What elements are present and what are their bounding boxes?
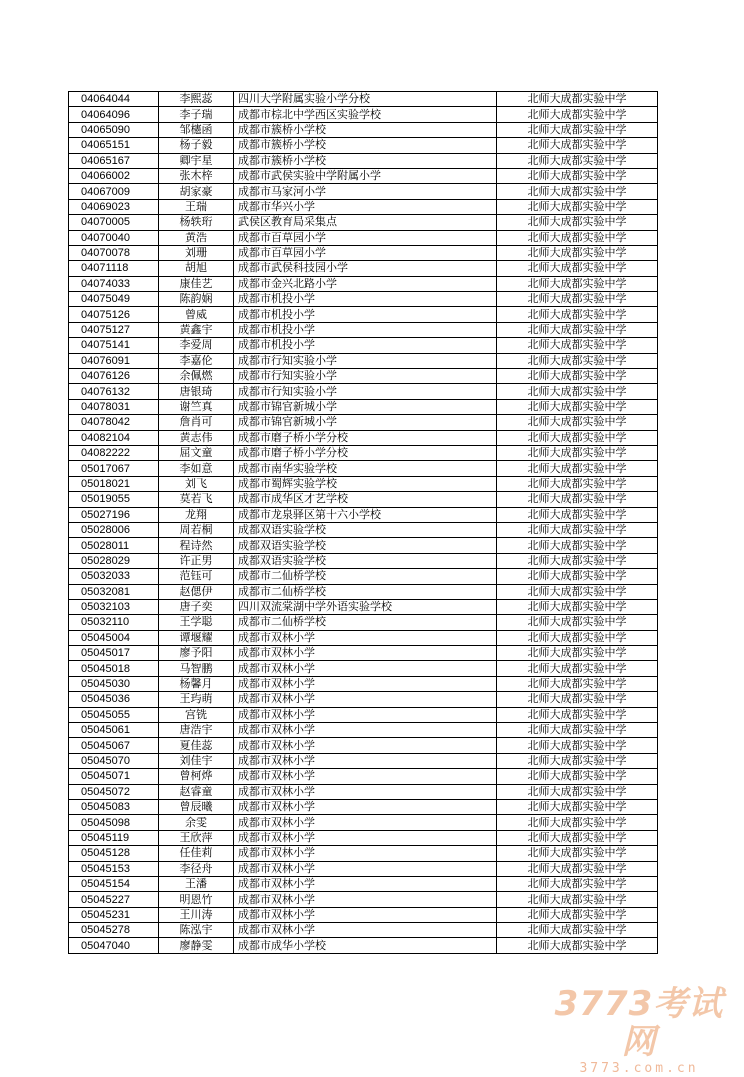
- student-name-cell: 刘飞: [159, 476, 234, 491]
- student-name-cell: 邹櫶函: [159, 122, 234, 137]
- target-school-cell: 北师大成都实验中学: [497, 569, 658, 584]
- student-name-cell: 胡旭: [159, 261, 234, 276]
- school-cell: 成都市双林小学: [234, 799, 497, 814]
- target-school-cell: 北师大成都实验中学: [497, 599, 658, 614]
- table-row: [69, 138, 658, 153]
- student-id-cell: 05045128: [69, 846, 159, 861]
- student-name-cell: 李熙蕊: [159, 92, 234, 107]
- table-row: [69, 784, 658, 799]
- table-row: [69, 938, 658, 953]
- table-row: [69, 676, 658, 691]
- target-school-cell: 北师大成都实验中学: [497, 184, 658, 199]
- target-school-cell: 北师大成都实验中学: [497, 199, 658, 214]
- student-id-cell: 04078042: [69, 415, 159, 430]
- table-row: [69, 153, 658, 168]
- student-name-cell: 刘珊: [159, 245, 234, 260]
- table-row: [69, 292, 658, 307]
- student-id-cell: 05045071: [69, 769, 159, 784]
- school-cell: 四川双流棠湖中学外语实验学校: [234, 599, 497, 614]
- student-id-cell: 04074033: [69, 276, 159, 291]
- student-id-cell: 05045154: [69, 876, 159, 891]
- student-name-cell: 谭堰耀: [159, 630, 234, 645]
- table-row: [69, 723, 658, 738]
- watermark-logo: 3773考试网: [554, 984, 724, 1062]
- student-id-cell: 05045061: [69, 723, 159, 738]
- student-id-cell: 05045278: [69, 923, 159, 938]
- student-name-cell: 杨轶珩: [159, 215, 234, 230]
- site-watermark: [554, 985, 724, 1077]
- table-row: [69, 630, 658, 645]
- school-cell: 成都市双林小学: [234, 784, 497, 799]
- table-row: [69, 369, 658, 384]
- table-row: [69, 815, 658, 830]
- school-cell: 成都双语实验学校: [234, 522, 497, 537]
- target-school-cell: 北师大成都实验中学: [497, 861, 658, 876]
- admission-table: [68, 91, 658, 954]
- student-name-cell: 唐银琦: [159, 384, 234, 399]
- target-school-cell: 北师大成都实验中学: [497, 584, 658, 599]
- target-school-cell: 北师大成都实验中学: [497, 538, 658, 553]
- table-row: [69, 876, 658, 891]
- student-name-cell: 莫若飞: [159, 492, 234, 507]
- table-row: [69, 753, 658, 768]
- school-cell: 成都市双林小学: [234, 815, 497, 830]
- student-id-cell: 05032110: [69, 615, 159, 630]
- table-row: [69, 322, 658, 337]
- school-cell: 成都市机投小学: [234, 338, 497, 353]
- table-row: [69, 445, 658, 460]
- student-name-cell: 谢竺真: [159, 399, 234, 414]
- table-row: [69, 492, 658, 507]
- target-school-cell: 北师大成都实验中学: [497, 476, 658, 491]
- target-school-cell: 北师大成都实验中学: [497, 369, 658, 384]
- student-id-cell: 04075049: [69, 292, 159, 307]
- table-row: [69, 507, 658, 522]
- target-school-cell: 北师大成都实验中学: [497, 615, 658, 630]
- student-id-cell: 05045067: [69, 738, 159, 753]
- school-cell: 成都市双林小学: [234, 630, 497, 645]
- student-id-cell: 04066002: [69, 168, 159, 183]
- table-row: [69, 661, 658, 676]
- student-name-cell: 范钰可: [159, 569, 234, 584]
- target-school-cell: 北师大成都实验中学: [497, 168, 658, 183]
- school-cell: 成都市武侯科技园小学: [234, 261, 497, 276]
- target-school-cell: 北师大成都实验中学: [497, 892, 658, 907]
- student-id-cell: 04065167: [69, 153, 159, 168]
- school-cell: 成都市行知实验小学: [234, 369, 497, 384]
- student-id-cell: 04070078: [69, 245, 159, 260]
- school-cell: 成都市成华小学校: [234, 938, 497, 953]
- student-id-cell: 04076132: [69, 384, 159, 399]
- table-row: [69, 261, 658, 276]
- student-name-cell: 李嘉伦: [159, 353, 234, 368]
- table-row: [69, 338, 658, 353]
- target-school-cell: 北师大成都实验中学: [497, 461, 658, 476]
- table-row: [69, 215, 658, 230]
- school-cell: 成都市双林小学: [234, 646, 497, 661]
- table-row: [69, 846, 658, 861]
- table-row: [69, 399, 658, 414]
- student-id-cell: 05047040: [69, 938, 159, 953]
- table-row: [69, 538, 658, 553]
- student-id-cell: 05045030: [69, 676, 159, 691]
- target-school-cell: 北师大成都实验中学: [497, 830, 658, 845]
- table-row: [69, 769, 658, 784]
- student-name-cell: 唐子奕: [159, 599, 234, 614]
- target-school-cell: 北师大成都实验中学: [497, 661, 658, 676]
- target-school-cell: 北师大成都实验中学: [497, 307, 658, 322]
- student-id-cell: 04064096: [69, 107, 159, 122]
- school-cell: 成都市双林小学: [234, 738, 497, 753]
- table-row: [69, 599, 658, 614]
- student-id-cell: 05018021: [69, 476, 159, 491]
- student-id-cell: 04078031: [69, 399, 159, 414]
- student-id-cell: 04075127: [69, 322, 159, 337]
- school-cell: 成都市二仙桥学校: [234, 615, 497, 630]
- table-row: [69, 307, 658, 322]
- student-id-cell: 05045036: [69, 692, 159, 707]
- student-id-cell: 05017067: [69, 461, 159, 476]
- student-name-cell: 廖予阳: [159, 646, 234, 661]
- target-school-cell: 北师大成都实验中学: [497, 522, 658, 537]
- target-school-cell: 北师大成都实验中学: [497, 245, 658, 260]
- table-row: [69, 861, 658, 876]
- table-row: [69, 646, 658, 661]
- student-id-cell: 04065090: [69, 122, 159, 137]
- student-id-cell: 05032081: [69, 584, 159, 599]
- target-school-cell: 北师大成都实验中学: [497, 876, 658, 891]
- school-cell: 成都市双林小学: [234, 661, 497, 676]
- student-id-cell: 05045072: [69, 784, 159, 799]
- target-school-cell: 北师大成都实验中学: [497, 707, 658, 722]
- table-row: [69, 168, 658, 183]
- table-row: [69, 615, 658, 630]
- school-cell: 成都市双林小学: [234, 769, 497, 784]
- school-cell: 成都市行知实验小学: [234, 353, 497, 368]
- student-name-cell: 王潘: [159, 876, 234, 891]
- school-cell: 成都市双林小学: [234, 707, 497, 722]
- table-row: [69, 184, 658, 199]
- school-cell: 成都市双林小学: [234, 723, 497, 738]
- student-name-cell: 黄鑫宇: [159, 322, 234, 337]
- school-cell: 成都市百草园小学: [234, 230, 497, 245]
- student-name-cell: 许正男: [159, 553, 234, 568]
- school-cell: 成都市双林小学: [234, 892, 497, 907]
- student-id-cell: 04076091: [69, 353, 159, 368]
- school-cell: 成都市棕北中学西区实验学校: [234, 107, 497, 122]
- student-name-cell: 李子瑞: [159, 107, 234, 122]
- watermark-url: 3773.com.cn: [579, 1061, 699, 1076]
- table-row: [69, 923, 658, 938]
- school-cell: 成都市机投小学: [234, 307, 497, 322]
- student-name-cell: 曾威: [159, 307, 234, 322]
- student-name-cell: 余雯: [159, 815, 234, 830]
- target-school-cell: 北师大成都实验中学: [497, 738, 658, 753]
- student-id-cell: 05045070: [69, 753, 159, 768]
- student-id-cell: 05045119: [69, 830, 159, 845]
- student-name-cell: 赵偲伊: [159, 584, 234, 599]
- target-school-cell: 北师大成都实验中学: [497, 122, 658, 137]
- school-cell: 成都市双林小学: [234, 923, 497, 938]
- student-name-cell: 曾辰曦: [159, 799, 234, 814]
- target-school-cell: 北师大成都实验中学: [497, 907, 658, 922]
- target-school-cell: 北师大成都实验中学: [497, 846, 658, 861]
- target-school-cell: 北师大成都实验中学: [497, 92, 658, 107]
- student-name-cell: 黄浩: [159, 230, 234, 245]
- target-school-cell: 北师大成都实验中学: [497, 338, 658, 353]
- table-row: [69, 461, 658, 476]
- student-name-cell: 詹肖可: [159, 415, 234, 430]
- target-school-cell: 北师大成都实验中学: [497, 138, 658, 153]
- target-school-cell: 北师大成都实验中学: [497, 923, 658, 938]
- student-name-cell: 廖静雯: [159, 938, 234, 953]
- target-school-cell: 北师大成都实验中学: [497, 276, 658, 291]
- student-name-cell: 杨子毅: [159, 138, 234, 153]
- school-cell: 成都市磨子桥小学分校: [234, 445, 497, 460]
- student-id-cell: 05045083: [69, 799, 159, 814]
- table-row: [69, 799, 658, 814]
- student-name-cell: 曾柯烨: [159, 769, 234, 784]
- student-name-cell: 黄志伟: [159, 430, 234, 445]
- student-name-cell: 王瑞: [159, 199, 234, 214]
- target-school-cell: 北师大成都实验中学: [497, 107, 658, 122]
- school-cell: 成都市百草园小学: [234, 245, 497, 260]
- table-row: [69, 230, 658, 245]
- school-cell: 成都市成华区才艺学校: [234, 492, 497, 507]
- school-cell: 成都市簇桥小学校: [234, 122, 497, 137]
- target-school-cell: 北师大成都实验中学: [497, 292, 658, 307]
- student-id-cell: 05045231: [69, 907, 159, 922]
- school-cell: 成都市龙泉驿区第十六小学校: [234, 507, 497, 522]
- student-name-cell: 宫铣: [159, 707, 234, 722]
- school-cell: 成都市双林小学: [234, 692, 497, 707]
- target-school-cell: 北师大成都实验中学: [497, 815, 658, 830]
- student-name-cell: 李径舟: [159, 861, 234, 876]
- student-id-cell: 05032103: [69, 599, 159, 614]
- student-name-cell: 刘佳宇: [159, 753, 234, 768]
- school-cell: 成都市双林小学: [234, 907, 497, 922]
- school-cell: 成都市双林小学: [234, 830, 497, 845]
- student-id-cell: 04065151: [69, 138, 159, 153]
- target-school-cell: 北师大成都实验中学: [497, 646, 658, 661]
- table-row: [69, 122, 658, 137]
- school-cell: 成都双语实验学校: [234, 538, 497, 553]
- table-row: [69, 276, 658, 291]
- target-school-cell: 北师大成都实验中学: [497, 415, 658, 430]
- school-cell: 成都市二仙桥学校: [234, 584, 497, 599]
- admission-table-body: [69, 92, 658, 954]
- student-name-cell: 任佳莉: [159, 846, 234, 861]
- student-name-cell: 王学聪: [159, 615, 234, 630]
- school-cell: 成都市双林小学: [234, 846, 497, 861]
- table-row: [69, 199, 658, 214]
- student-name-cell: 程诗然: [159, 538, 234, 553]
- student-name-cell: 周若桐: [159, 522, 234, 537]
- school-cell: 成都双语实验学校: [234, 553, 497, 568]
- student-id-cell: 04064044: [69, 92, 159, 107]
- student-id-cell: 04069023: [69, 199, 159, 214]
- target-school-cell: 北师大成都实验中学: [497, 723, 658, 738]
- target-school-cell: 北师大成都实验中学: [497, 553, 658, 568]
- table-row: [69, 522, 658, 537]
- school-cell: 成都市双林小学: [234, 861, 497, 876]
- target-school-cell: 北师大成都实验中学: [497, 153, 658, 168]
- target-school-cell: 北师大成都实验中学: [497, 769, 658, 784]
- school-cell: 成都市行知实验小学: [234, 384, 497, 399]
- student-id-cell: 04070040: [69, 230, 159, 245]
- student-name-cell: 马智鹏: [159, 661, 234, 676]
- target-school-cell: 北师大成都实验中学: [497, 445, 658, 460]
- student-id-cell: 04075126: [69, 307, 159, 322]
- student-name-cell: 李如意: [159, 461, 234, 476]
- target-school-cell: 北师大成都实验中学: [497, 322, 658, 337]
- school-cell: 成都市机投小学: [234, 322, 497, 337]
- target-school-cell: 北师大成都实验中学: [497, 384, 658, 399]
- student-id-cell: 05032033: [69, 569, 159, 584]
- school-cell: 成都市二仙桥学校: [234, 569, 497, 584]
- school-cell: 四川大学附属实验小学分校: [234, 92, 497, 107]
- student-name-cell: 龙翔: [159, 507, 234, 522]
- student-id-cell: 04082104: [69, 430, 159, 445]
- table-row: [69, 245, 658, 260]
- student-id-cell: 04070005: [69, 215, 159, 230]
- table-row: [69, 707, 658, 722]
- target-school-cell: 北师大成都实验中学: [497, 492, 658, 507]
- table-row: [69, 353, 658, 368]
- school-cell: 成都市武侯实验中学附属小学: [234, 168, 497, 183]
- table-row: [69, 430, 658, 445]
- student-id-cell: 04082222: [69, 445, 159, 460]
- student-name-cell: 唐浩宇: [159, 723, 234, 738]
- school-cell: 成都市双林小学: [234, 753, 497, 768]
- student-id-cell: 05019055: [69, 492, 159, 507]
- student-name-cell: 陈泓宇: [159, 923, 234, 938]
- student-id-cell: 05045018: [69, 661, 159, 676]
- student-name-cell: 陈韵娴: [159, 292, 234, 307]
- student-id-cell: 04075141: [69, 338, 159, 353]
- target-school-cell: 北师大成都实验中学: [497, 799, 658, 814]
- student-id-cell: 05045227: [69, 892, 159, 907]
- target-school-cell: 北师大成都实验中学: [497, 753, 658, 768]
- student-name-cell: 赵睿童: [159, 784, 234, 799]
- table-row: [69, 569, 658, 584]
- student-id-cell: 04071118: [69, 261, 159, 276]
- student-name-cell: 张木梓: [159, 168, 234, 183]
- target-school-cell: 北师大成都实验中学: [497, 261, 658, 276]
- student-name-cell: 余佩燃: [159, 369, 234, 384]
- target-school-cell: 北师大成都实验中学: [497, 215, 658, 230]
- student-name-cell: 胡家豪: [159, 184, 234, 199]
- student-id-cell: 05045004: [69, 630, 159, 645]
- school-cell: 成都市南华实验学校: [234, 461, 497, 476]
- table-row: [69, 584, 658, 599]
- student-id-cell: 05045055: [69, 707, 159, 722]
- school-cell: 成都市双林小学: [234, 876, 497, 891]
- table-row: [69, 415, 658, 430]
- school-cell: 成都市簇桥小学校: [234, 138, 497, 153]
- target-school-cell: 北师大成都实验中学: [497, 784, 658, 799]
- table-row: [69, 476, 658, 491]
- target-school-cell: 北师大成都实验中学: [497, 353, 658, 368]
- school-cell: 成都市簇桥小学校: [234, 153, 497, 168]
- school-cell: 成都市华兴小学: [234, 199, 497, 214]
- table-row: [69, 907, 658, 922]
- student-id-cell: 05045153: [69, 861, 159, 876]
- student-name-cell: 卿宇星: [159, 153, 234, 168]
- student-name-cell: 王玙萌: [159, 692, 234, 707]
- target-school-cell: 北师大成都实验中学: [497, 399, 658, 414]
- school-cell: 成都市锦官新城小学: [234, 399, 497, 414]
- target-school-cell: 北师大成都实验中学: [497, 692, 658, 707]
- table-row: [69, 830, 658, 845]
- student-name-cell: 王欣萍: [159, 830, 234, 845]
- table-row: [69, 384, 658, 399]
- school-cell: 成都市机投小学: [234, 292, 497, 307]
- student-name-cell: 明恩竹: [159, 892, 234, 907]
- student-name-cell: 杨馨月: [159, 676, 234, 691]
- school-cell: 成都市锦官新城小学: [234, 415, 497, 430]
- school-cell: 成都市金兴北路小学: [234, 276, 497, 291]
- school-cell: 成都市马家河小学: [234, 184, 497, 199]
- student-id-cell: 04076126: [69, 369, 159, 384]
- student-name-cell: 屈文童: [159, 445, 234, 460]
- student-id-cell: 05027196: [69, 507, 159, 522]
- school-cell: 成都市磨子桥小学分校: [234, 430, 497, 445]
- target-school-cell: 北师大成都实验中学: [497, 630, 658, 645]
- school-cell: 成都市蜀辉实验学校: [234, 476, 497, 491]
- table-row: [69, 107, 658, 122]
- target-school-cell: 北师大成都实验中学: [497, 938, 658, 953]
- student-name-cell: 王川涛: [159, 907, 234, 922]
- target-school-cell: 北师大成都实验中学: [497, 507, 658, 522]
- target-school-cell: 北师大成都实验中学: [497, 230, 658, 245]
- target-school-cell: 北师大成都实验中学: [497, 676, 658, 691]
- school-cell: 成都市双林小学: [234, 676, 497, 691]
- student-name-cell: 李爱周: [159, 338, 234, 353]
- student-id-cell: 05028006: [69, 522, 159, 537]
- student-id-cell: 05028029: [69, 553, 159, 568]
- student-name-cell: 夏佳蕊: [159, 738, 234, 753]
- table-row: [69, 892, 658, 907]
- student-name-cell: 康佳艺: [159, 276, 234, 291]
- target-school-cell: 北师大成都实验中学: [497, 430, 658, 445]
- student-id-cell: 05045017: [69, 646, 159, 661]
- table-row: [69, 92, 658, 107]
- school-cell: 武侯区教育局采集点: [234, 215, 497, 230]
- table-row: [69, 553, 658, 568]
- student-id-cell: 05045098: [69, 815, 159, 830]
- student-id-cell: 04067009: [69, 184, 159, 199]
- table-row: [69, 738, 658, 753]
- table-row: [69, 692, 658, 707]
- student-id-cell: 05028011: [69, 538, 159, 553]
